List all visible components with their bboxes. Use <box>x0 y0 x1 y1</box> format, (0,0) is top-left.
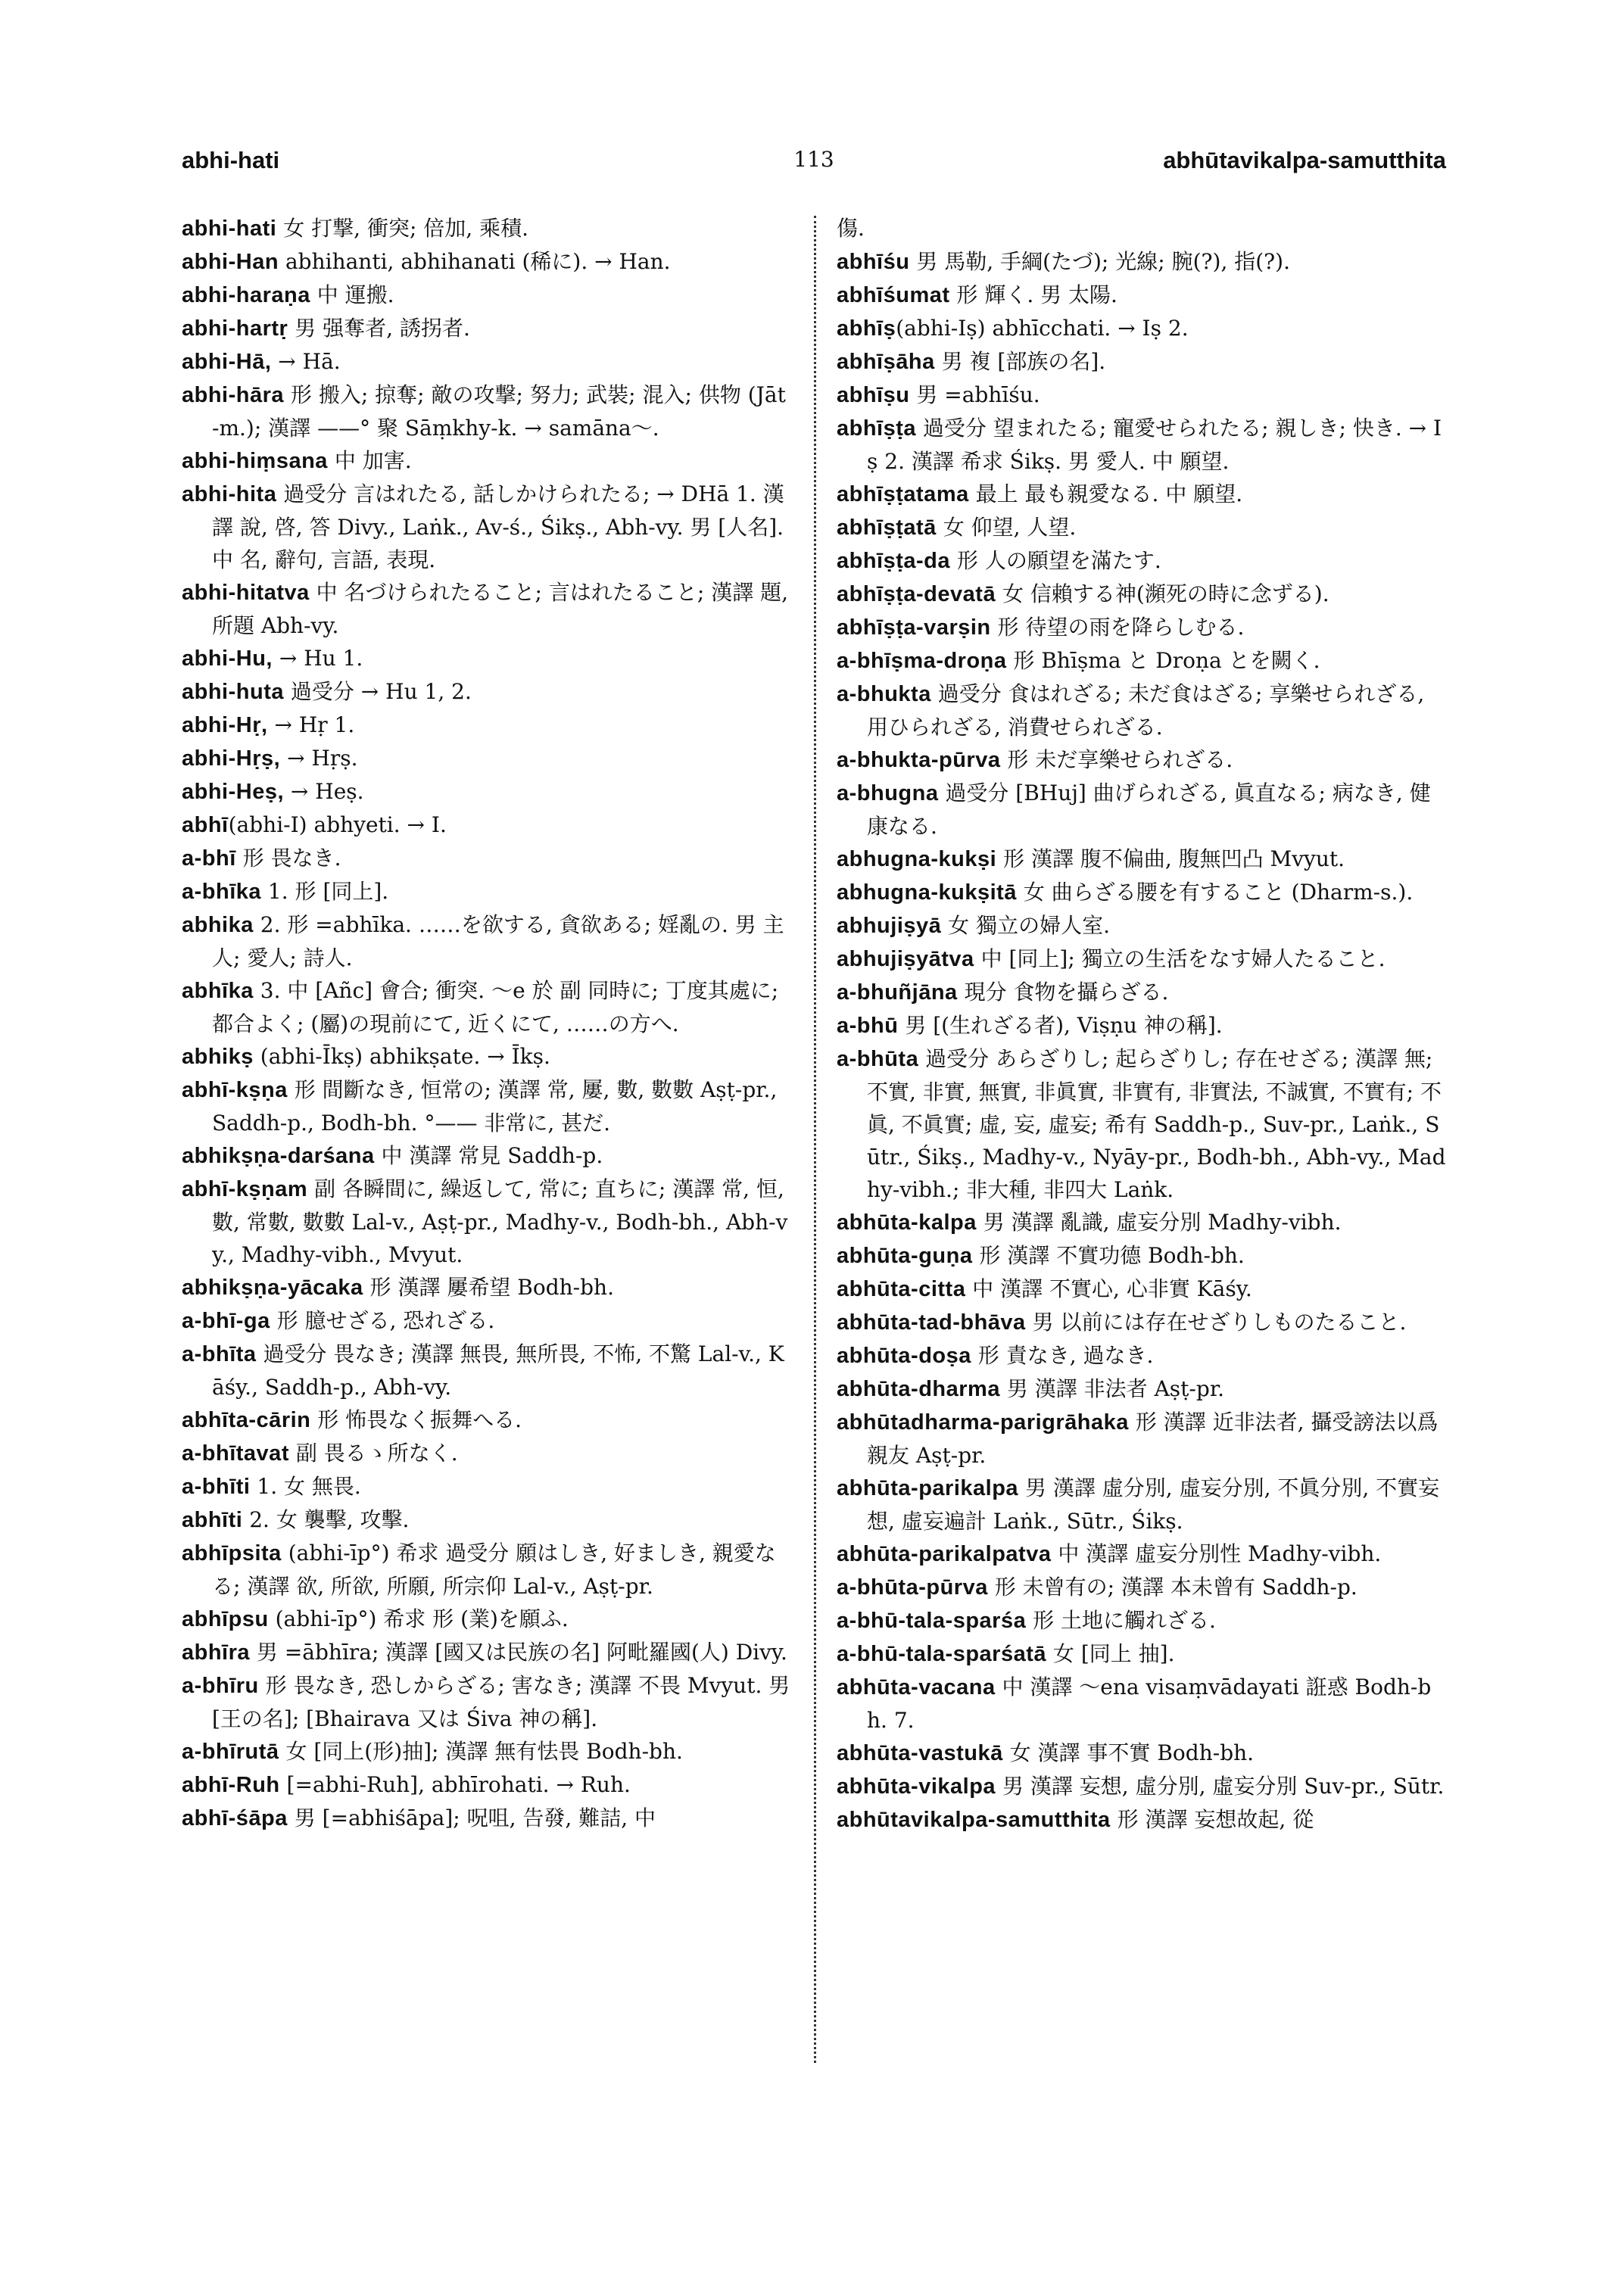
headword: abhīṣṭatā <box>837 516 937 540</box>
definition: 男 漢譯 亂識, 虛妄分別 Madhy-vibh. <box>976 1210 1342 1235</box>
headword: abhūta-parikalpatva <box>837 1542 1052 1566</box>
headword: abhūta-citta <box>837 1277 966 1301</box>
definition: 2. 女 襲擊, 攻擊. <box>242 1507 410 1532</box>
definition: 副 各瞬間に, 繰返して, 常に; 直ちに; 漢譯 常, 恒, 數, 常數, 數數 Lal-v., Aṣṭ-pr., Madhy-v., Bodh-bh., Abh-vy., Madhy-vibh., Mvyut. <box>212 1176 788 1267</box>
headword: a-bhukta <box>837 682 931 706</box>
headword: abhikṣṇa-yācaka <box>182 1276 363 1300</box>
headword: abhīra <box>182 1640 251 1665</box>
headword: a-bhī-ga <box>182 1309 270 1333</box>
headword: abhīṣṭa-varṣin <box>837 615 991 640</box>
definition: 形 間斷なき, 恒常の; 漢譯 常, 屢, 數, 數數 Aṣṭ-pr., Saddh-p., Bodh-bh. °—— 非常に, 甚だ. <box>212 1077 778 1136</box>
definition: 中 漢譯 虛妄分別性 Madhy-vibh. <box>1051 1541 1382 1566</box>
headword: a-bhīta <box>182 1342 257 1366</box>
headword: abhi-Han <box>182 250 279 274</box>
definition: 形 責なき, 過なき. <box>971 1343 1154 1368</box>
dictionary-entry <box>837 942 1446 976</box>
dictionary-entry <box>182 1173 791 1271</box>
headword: a-bhuñjāna <box>837 980 958 1005</box>
headword: abhīpsu <box>182 1607 269 1631</box>
dictionary-entry <box>837 1239 1446 1273</box>
dictionary-entry <box>182 808 791 842</box>
definition: → Hṛṣ. <box>280 746 358 771</box>
dictionary-entry <box>837 777 1446 843</box>
dictionary-entry <box>182 1304 791 1338</box>
headword: a-bhītavat <box>182 1441 289 1466</box>
headword: abhīṣṭa-da <box>837 549 951 573</box>
headword: abhikṣṇa-darśana <box>182 1144 375 1168</box>
headword: abhīṣāha <box>837 350 935 374</box>
definition: 現分 食物を攝らざる. <box>957 980 1169 1005</box>
dictionary-entry <box>837 1604 1446 1637</box>
headword: a-bhū-tala-sparśa <box>837 1609 1027 1633</box>
headword: a-bhīrutā <box>182 1740 279 1764</box>
dictionary-entry <box>837 312 1446 345</box>
dictionary-entry <box>837 678 1446 743</box>
dictionary-entry <box>837 212 1446 245</box>
dictionary-entry <box>182 1139 791 1173</box>
headword: abhīṣu <box>837 383 910 407</box>
dictionary-entry <box>182 1802 791 1835</box>
definition: → Hṛ 1. <box>267 712 355 737</box>
dictionary-entry <box>837 1737 1446 1770</box>
headword: abhujiṣyātva <box>837 947 974 971</box>
headword: abhūta-guṇa <box>837 1244 973 1268</box>
headword: abhī-śāpa <box>182 1806 288 1830</box>
dictionary-entry <box>837 743 1446 777</box>
dictionary-entry <box>182 345 791 379</box>
definition: 形 漢譯 腹不偏曲, 腹無凹凸 Mvyut. <box>996 846 1345 871</box>
headword: abhi-Hṛṣ, <box>182 746 281 771</box>
dictionary-entry <box>182 908 791 974</box>
dictionary-entry <box>182 709 791 742</box>
headword: a-bhīṣma-droṇa <box>837 649 1007 673</box>
headword: a-bhīru <box>182 1674 259 1698</box>
dictionary-entry <box>182 1603 791 1636</box>
headword: a-bhīti <box>182 1475 251 1499</box>
definition: (abhi-I) abhyeti. → I. <box>228 812 447 837</box>
dictionary-entry <box>837 279 1446 312</box>
definition: 2. 形 =abhīka. ……を欲する, 貪欲ある; 婬亂の. 男 主人; 愛人; 詩人. <box>212 912 784 970</box>
definition: 形 輝く. 男 太陽. <box>949 282 1117 307</box>
definition: 女 [同上 抽]. <box>1046 1641 1175 1666</box>
definition: 中 漢譯 不實心, 心非實 Kāśy. <box>965 1276 1252 1301</box>
dictionary-entry <box>837 1406 1446 1472</box>
dictionary-entry <box>182 1338 791 1404</box>
right-column <box>837 212 1446 1837</box>
headword: abhī-Ruh <box>182 1773 280 1797</box>
dictionary-entry <box>182 245 791 279</box>
page-header <box>182 147 1446 185</box>
headword: abhi-haraṇa <box>182 283 310 307</box>
dictionary-entry <box>837 1339 1446 1372</box>
headword: abhīpsita <box>182 1541 282 1566</box>
definition: 形 人の願望を滿たす. <box>950 548 1161 573</box>
definition: (abhi-Iṣ) abhīcchati. → Iṣ 2. <box>896 316 1189 341</box>
headword: abhīṣ <box>837 316 896 341</box>
definition: 形 土地に觸れざる. <box>1026 1608 1216 1633</box>
definition: 形 怖畏なく振舞へる. <box>310 1407 522 1432</box>
headword: abhūta-tad-bhāva <box>837 1310 1026 1335</box>
dictionary-entry <box>837 1206 1446 1239</box>
headword: abhīta-cārin <box>182 1408 311 1432</box>
headword: abhugna-kukṣitā <box>837 880 1017 905</box>
dictionary-entry <box>182 1768 791 1802</box>
dictionary-entry <box>837 876 1446 909</box>
headword: abhi-Hā, <box>182 350 272 374</box>
headword: abhūta-doṣa <box>837 1344 971 1368</box>
dictionary-entry <box>182 576 791 642</box>
dictionary-entry <box>837 1306 1446 1339</box>
dictionary-entry <box>837 909 1446 942</box>
dictionary-entry <box>837 1537 1446 1571</box>
headword: a-bhū-tala-sparśatā <box>837 1642 1047 1666</box>
definition: 過受分 望まれたる; 寵愛せられたる; 親しき; 快き. → Iṣ 2. 漢譯 希求 Śikṣ. 男 愛人. 中 願望. <box>867 416 1442 474</box>
dictionary-entry <box>837 1770 1446 1803</box>
headword: abhikṣ <box>182 1045 254 1069</box>
dictionary-entry <box>837 1803 1446 1837</box>
definition: → Heṣ. <box>284 779 364 804</box>
definition: 男 複 [部族の名]. <box>934 349 1106 374</box>
definition: 男 以前には存在せざりしものたること. <box>1025 1310 1407 1335</box>
dictionary-entry <box>837 843 1446 876</box>
dictionary-entry <box>837 1273 1446 1306</box>
definition: 3. 中 [Añc] 會合; 衝突. 〜e 於 副 同時に; 丁度其處に; 都合よく; (屬)の現前にて, 近くにて, ……の方へ. <box>212 978 779 1036</box>
definition: 中 漢譯 〜ena visaṃvādayati 誑惑 Bodh-bh. 7. <box>867 1675 1432 1733</box>
dictionary-entry <box>182 974 791 1040</box>
definition: 女 信賴する神(瀕死の時に念ずる). <box>996 581 1329 606</box>
dictionary-entry <box>182 1404 791 1437</box>
definition: 形 待望の雨を降らしむる. <box>990 615 1245 640</box>
definition: 形 漢譯 不實功德 Bodh-bh. <box>972 1243 1245 1268</box>
definition: 形 未だ享樂せられざる. <box>1000 747 1233 772</box>
definition: 過受分 → Hu 1, 2. <box>284 679 472 704</box>
definition: abhihanti, abhihanati (稀に). → Han. <box>279 249 671 274</box>
dictionary-entry <box>837 245 1446 279</box>
dictionary-entry <box>182 379 791 444</box>
headword: abhūta-vikalpa <box>837 1774 996 1799</box>
definition: 1. 女 無畏. <box>250 1474 361 1499</box>
definition: 女 曲らざる腰を有すること (Dharm-s.). <box>1016 880 1414 905</box>
dictionary-entry <box>837 976 1446 1009</box>
definition: 女 [同上(形)抽]; 漢譯 無有怯畏 Bodh-bh. <box>279 1739 683 1764</box>
dictionary-entry <box>837 544 1446 578</box>
headword: abhūta-dharma <box>837 1377 1000 1401</box>
headword: a-bhūta-pūrva <box>837 1575 988 1600</box>
dictionary-entry <box>837 1637 1446 1671</box>
definition: [=abhi-Ruh], abhīrohati. → Ruh. <box>279 1772 631 1797</box>
definition: 形 漢譯 妄想故起, 從 <box>1110 1807 1314 1832</box>
headword: abhujiṣyā <box>837 914 942 938</box>
dictionary-entry <box>182 1271 791 1304</box>
dictionary-entry <box>182 212 791 245</box>
headword: abhi-hati <box>182 217 277 241</box>
headword: a-bhūta <box>837 1047 919 1071</box>
headword: abhīṣṭatama <box>837 482 969 506</box>
dictionary-entry <box>837 345 1446 379</box>
definition: → Hā. <box>271 349 341 374</box>
headword: abhīti <box>182 1508 243 1532</box>
headword: abhūta-vastukā <box>837 1741 1003 1765</box>
dictionary-entry <box>837 1671 1446 1737</box>
dictionary-entry <box>182 1470 791 1503</box>
dictionary-entry <box>837 478 1446 511</box>
definition: 形 臆せざる, 恐れざる. <box>270 1308 495 1333</box>
definition: 男 漢譯 妄想, 虛分別, 虛妄分別 Suv-pr., Sūtr. <box>996 1774 1445 1799</box>
dictionary-entry <box>837 379 1446 412</box>
definition: 過受分 畏なき; 漢譯 無畏, 無所畏, 不怖, 不驚 Lal-v., Kāśy., Saddh-p., Abh-vy. <box>212 1341 784 1400</box>
definition: 中 漢譯 常見 Saddh-p. <box>374 1143 603 1168</box>
headword: abhi-hitatva <box>182 581 310 605</box>
dictionary-entry <box>837 611 1446 644</box>
dictionary-entry <box>837 1372 1446 1406</box>
definition: 女 打撃, 衝突; 倍加, 乘積. <box>276 216 528 241</box>
definition: 形 搬入; 掠奪; 敵の攻撃; 努力; 武裝; 混入; 供物 (Jāt-m.); 漢譯 ——° 聚 Sāṃkhy-k. → samāna〜. <box>212 382 786 441</box>
dictionary-entry <box>182 444 791 478</box>
dictionary-entry <box>182 312 791 345</box>
dictionary-entry <box>182 1669 791 1735</box>
definition: 男 [=abhiśāpa]; 呪咀, 告發, 難詰, 中 <box>287 1805 656 1830</box>
definition: 男 强奪者, 誘拐者. <box>288 316 470 341</box>
definition: 形 漢譯 屢希望 Bodh-bh. <box>363 1275 614 1300</box>
dictionary-entry <box>182 1503 791 1537</box>
dictionary-entry <box>182 775 791 808</box>
definition: 過受分 食はれざる; 未だ食はざる; 享樂せられざる, 用ひられざる, 消費せられざる. <box>867 681 1425 740</box>
headword: abhūtavikalpa-samutthita <box>837 1808 1111 1832</box>
dictionary-entry <box>837 644 1446 678</box>
definition: 形 Bhīṣma と Droṇa とを闕く. <box>1006 648 1320 673</box>
definition: 1. 形 [同上]. <box>261 879 389 904</box>
dictionary-entry <box>182 1537 791 1603</box>
definition: 中 [同上]; 獨立の生活をなす婦人たること. <box>974 946 1386 971</box>
headword: abhi-hiṃsana <box>182 449 328 473</box>
definition: 形 畏なき, 恐しからざる; 害なき; 漢譯 不畏 Mvyut. 男 [王の名]; [Bhairava 又は Śiva 神の稱]. <box>212 1673 790 1731</box>
dictionary-entry <box>182 279 791 312</box>
definition: 形 畏なき. <box>235 846 341 871</box>
definition: (abhi-īp°) 希求 過受分 願はしき, 好ましき, 親愛なる; 漢譯 欲, 所欲, 所願, 所宗仰 Lal-v., Aṣṭ-pr. <box>212 1541 776 1599</box>
headword: abhi-Heṣ, <box>182 780 285 804</box>
dictionary-entry <box>837 1042 1446 1206</box>
headword: a-bhukta-pūrva <box>837 748 1001 772</box>
headword: a-bhīka <box>182 880 262 904</box>
headword: abhīśumat <box>837 283 950 307</box>
dictionary-entry <box>182 1437 791 1470</box>
definition: 副 畏るゝ所なく. <box>288 1441 458 1466</box>
dictionary-entry <box>182 1073 791 1139</box>
dictionary-entry <box>182 1735 791 1768</box>
headword: abhī-kṣṇam <box>182 1177 308 1201</box>
definition: 女 仰望, 人望. <box>936 515 1077 540</box>
headword: abhī-kṣṇa <box>182 1078 288 1102</box>
dictionary-entry <box>837 1009 1446 1042</box>
headword: abhi-hartṛ <box>182 316 288 341</box>
headword: abhi-hita <box>182 482 277 506</box>
dictionary-entry <box>182 1040 791 1073</box>
definition: 形 未曾有の; 漢譯 本未曾有 Saddh-p. <box>987 1575 1357 1600</box>
left-column <box>182 212 791 1835</box>
headword: abhīka <box>182 979 254 1003</box>
dictionary-entry <box>837 1571 1446 1604</box>
definition: → Hu 1. <box>273 646 363 671</box>
headword: abhī <box>182 813 229 837</box>
headword: abhūtadharma-parigrāhaka <box>837 1410 1129 1435</box>
definition: (abhi-Īkṣ) abhikṣate. → Īkṣ. <box>253 1044 550 1069</box>
definition: 中 運搬. <box>310 282 394 307</box>
dictionary-entry <box>182 478 791 576</box>
headword: abhīśu <box>837 250 910 274</box>
header-last-word: abhūtavikalpa-samutthita <box>1163 147 1446 173</box>
definition: 過受分 [BHuj] 曲げられざる, 眞直なる; 病なき, 健康なる. <box>867 780 1431 839</box>
definition: 中 名づけられたること; 言はれたること; 漢譯 題, 所題 Abh-vy. <box>212 580 789 638</box>
definition: 中 加害. <box>327 448 412 473</box>
definition: 男 [(生れざる者), Viṣṇu 神の稱]. <box>898 1013 1223 1038</box>
headword: abhugna-kukṣi <box>837 847 997 871</box>
dictionary-entry <box>182 1636 791 1669</box>
dictionary-entry <box>182 875 791 908</box>
headword: abhīṣṭa-devatā <box>837 582 996 606</box>
definition: 男 漢譯 虛分別, 虛妄分別, 不眞分別, 不實妄想, 虛妄遍計 Laṅk., Sūtr., Śikṣ. <box>867 1475 1440 1534</box>
dictionary-entry <box>182 742 791 775</box>
dictionary-entry <box>182 675 791 709</box>
headword: a-bhugna <box>837 781 939 805</box>
dictionary-entry <box>837 412 1446 478</box>
headword: a-bhū <box>837 1014 899 1038</box>
dictionary-entry <box>837 511 1446 544</box>
definition: 過受分 言はれたる, 話しかけられたる; → DHā 1. 漢譯 說, 啓, 答 Divy., Laṅk., Av-ś., Śikṣ., Abh-vy. 男 [人名]. 中 名, 辭句, 言語, 表現. <box>212 481 784 572</box>
dictionary-entry <box>182 842 791 875</box>
headword: abhi-Hu, <box>182 646 273 671</box>
headword: abhi-hāra <box>182 383 285 407</box>
headword: a-bhī <box>182 846 236 871</box>
headword: abhīṣṭa <box>837 416 917 441</box>
definition: 傷. <box>837 216 865 241</box>
definition: 過受分 あらざりし; 起らざりし; 存在せざる; 漢譯 無; 不實, 非實, 無實, 非眞實, 非實有, 非實法, 不誠實, 不實有; 不眞, 不眞實; 虛, 妄, 虛妄; 希有 Saddh-p., Suv-pr., Laṅk., Sūtr., Śikṣ., Madhy-v., Nyāy-pr., Bodh-bh., Abh-vy., Madhy-vibh.; 非大種, 非四大 Laṅk. <box>867 1046 1446 1202</box>
definition: 男 =abhīśu. <box>909 382 1040 407</box>
definition: (abhi-īp°) 希求 形 (業)を願ふ. <box>268 1606 569 1631</box>
dictionary-entry <box>837 578 1446 611</box>
column-divider <box>814 216 816 2063</box>
headword: abhūta-kalpa <box>837 1210 977 1235</box>
definition: 最上 最も親愛なる. 中 願望. <box>968 481 1243 506</box>
definition: 男 馬勒, 手綱(たづ); 光線; 腕(?), 指(?). <box>909 249 1291 274</box>
dictionary-entry <box>182 642 791 675</box>
headword: abhi-Hṛ, <box>182 713 268 737</box>
headword: abhi-huta <box>182 680 284 704</box>
definition: 男 漢譯 非法者 Aṣṭ-pr. <box>999 1376 1225 1401</box>
headword: abhūta-vacana <box>837 1675 996 1699</box>
definition: 形 漢譯 近非法者, 攝受謗法以爲親友 Aṣṭ-pr. <box>867 1410 1439 1468</box>
page-number: 113 <box>793 147 834 172</box>
definition: 女 獨立の婦人室. <box>941 913 1110 938</box>
header-first-word: abhi-hati <box>182 147 280 173</box>
definition: 女 漢譯 事不實 Bodh-bh. <box>1002 1740 1255 1765</box>
dictionary-entry <box>837 1472 1446 1537</box>
headword: abhika <box>182 913 254 937</box>
definition: 男 =ābhīra; 漢譯 [國又は民族の名] 阿毗羅國(人) Divy. <box>250 1640 787 1665</box>
headword: abhūta-parikalpa <box>837 1476 1019 1500</box>
